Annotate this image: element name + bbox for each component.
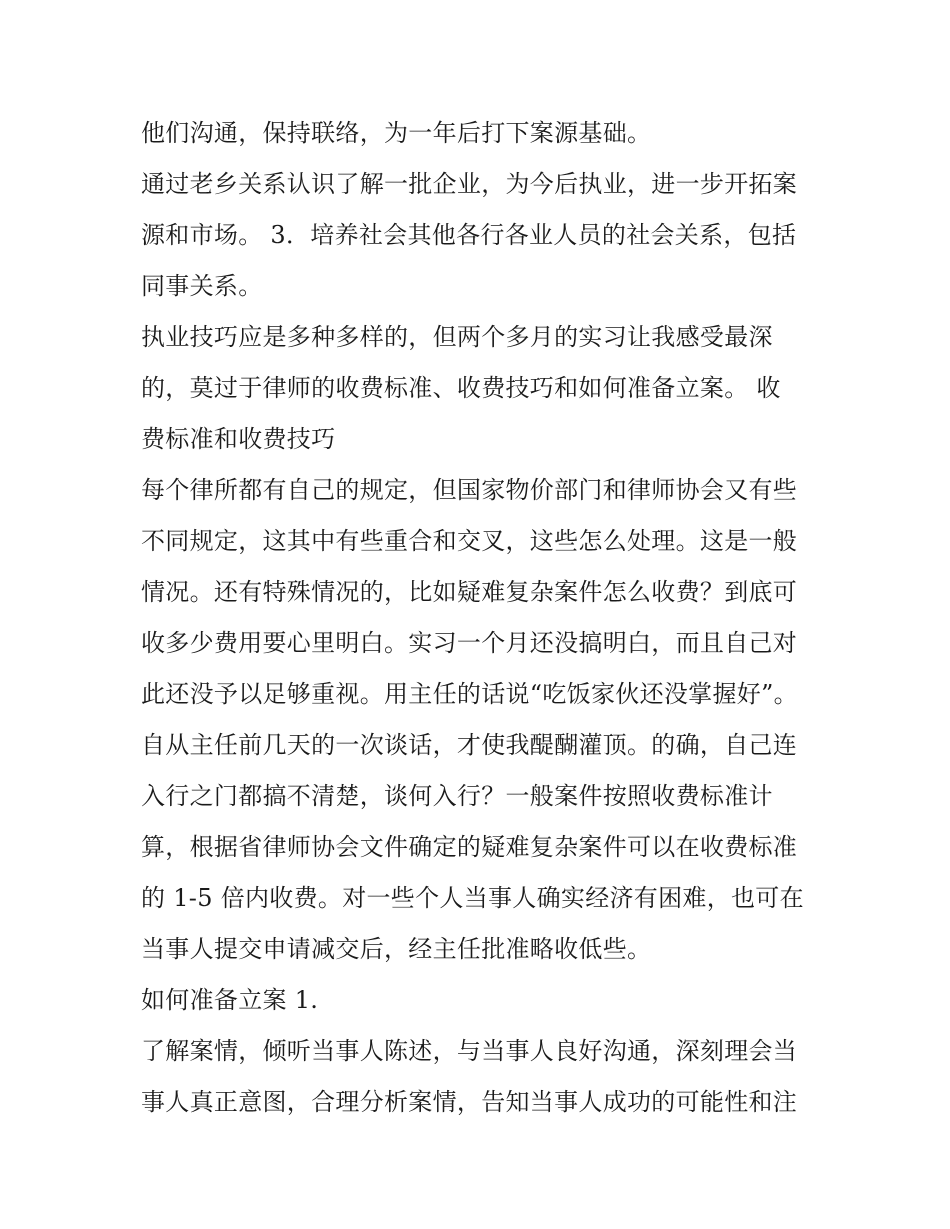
text-line: 事人真正意图，合理分析案情，告知当事人成功的可能性和注 — [141, 1088, 798, 1116]
text-line: 自从主任前几天的一次谈话，才使我醍醐灌顶。的确，自己连 — [141, 731, 798, 759]
text-line: 了解案情，倾听当事人陈述，与当事人良好沟通，深刻理会当 — [141, 1037, 798, 1065]
text-line: 入行之门都搞不清楚，谈何入行？一般案件按照收费标准计 — [141, 782, 773, 810]
text-line: 收多少费用要心里明白。实习一个月还没搞明白，而且自己对 — [141, 629, 798, 657]
text-line: 此还没予以足够重视。用主任的话说“吃饭家伙还没掌握好”。 — [141, 680, 798, 708]
text-line: 每个律所都有自己的规定，但国家物价部门和律师协会又有些 — [141, 476, 798, 504]
text-line: 算，根据省律师协会文件确定的疑难复杂案件可以在收费标准 — [141, 833, 798, 861]
text-line: 情况。还有特殊情况的，比如疑难复杂案件怎么收费？到底可 — [141, 578, 798, 606]
text-line: 的 1-5 倍内收费。对一些个人当事人确实经济有困难，也可在 — [141, 884, 804, 912]
text-line: 同事关系。 — [141, 272, 263, 300]
text-line: 他们沟通，保持联络，为一年后打下案源基础。 — [141, 119, 652, 147]
text-line: 的，莫过于律师的收费标准、收费技巧和如何准备立案。 收 — [141, 374, 781, 402]
text-line: 不同规定，这其中有些重合和交叉，这些怎么处理。这是一般 — [141, 527, 798, 555]
text-line: 通过老乡关系认识了解一批企业，为今后执业，进一步开拓案 — [141, 170, 798, 198]
text-line: 执业技巧应是多种多样的，但两个多月的实习让我感受最深 — [141, 323, 773, 351]
document-body — [141, 108, 831, 1128]
text-line: 如何准备立案 1. — [141, 986, 319, 1014]
text-line: 源和市场。 3．培养社会其他各行各业人员的社会关系，包括 — [141, 221, 797, 249]
text-line: 当事人提交申请减交后，经主任批准略收低些。 — [141, 935, 652, 963]
text-line: 费标准和收费技巧 — [141, 425, 336, 453]
